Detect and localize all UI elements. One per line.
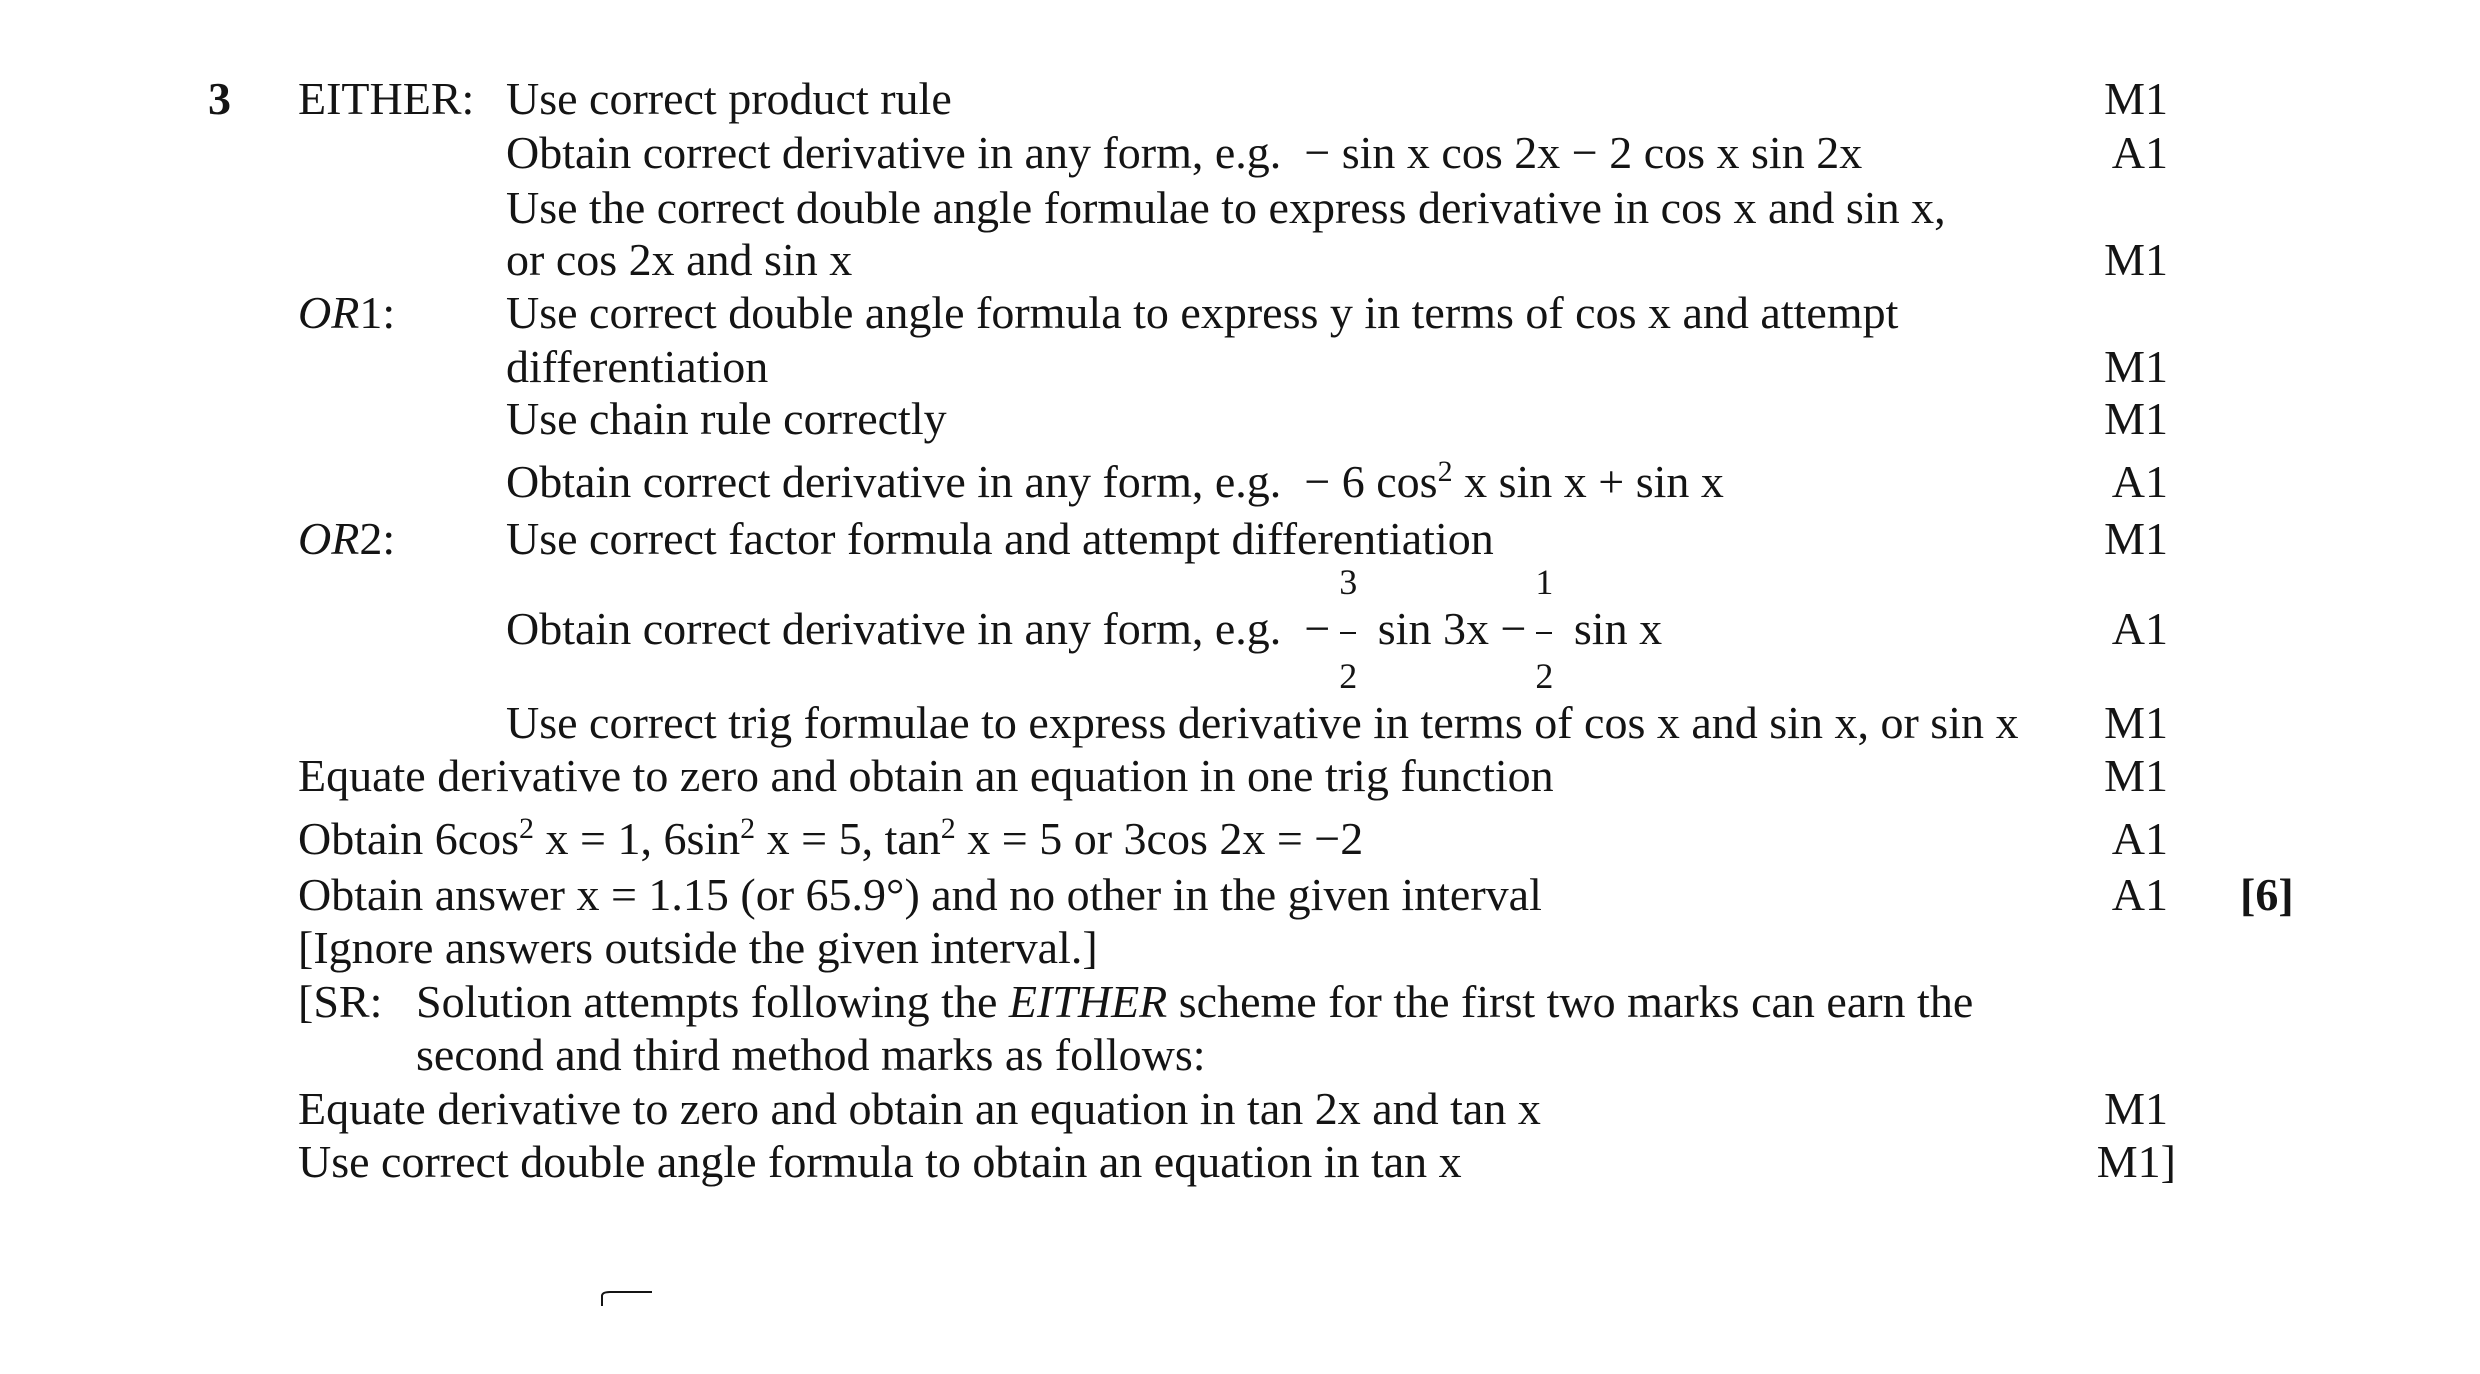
- line-double-angle-either: Use the correct double angle formulae to express derivative in cos x and sin x,: [506, 182, 1946, 233]
- line-obtain-answer: Obtain answer x = 1.15 (or 65.9°) and no other in the given interval: [298, 869, 1542, 920]
- line-or1-express: Use correct double angle formula to express y in terms of cos x and attempt: [506, 287, 1899, 338]
- line-differentiation: differentiation: [506, 341, 769, 392]
- or1-label: OR1:: [298, 287, 396, 338]
- mark-double-angle-either: M1: [2104, 234, 2168, 285]
- line-cos2x-sinx: or cos 2x and sin x: [506, 234, 853, 285]
- question-number: 3: [208, 73, 231, 124]
- line-factor-formula: Use correct factor formula and attempt differentiation: [506, 513, 1494, 564]
- mark-equate-zero: M1: [2104, 750, 2168, 801]
- formula-either: − sin x cos 2x − 2 cos x sin 2x: [1304, 127, 1863, 178]
- line-derivative-or1: Obtain correct derivative in any form, e.g. − 6 $\cos^2 x$ sin x + sin x: [506, 455, 1724, 507]
- line-sr-continued: second and third method marks as follows:: [416, 1029, 1206, 1080]
- mark-obtain-answer: A1: [2111, 869, 2168, 920]
- total-marks: [6]: [2240, 869, 2294, 920]
- mark-or1-differentiation: M1: [2104, 341, 2168, 392]
- mark-trig-formulae: M1: [2104, 697, 2168, 748]
- line-chain-rule: Use chain rule correctly: [506, 393, 947, 444]
- mark-obtain-equations: A1: [2111, 813, 2168, 864]
- line-derivative-or2: Obtain correct derivative in any form, e.g. − $\frac{3}{2}$ sin 3x − $\frac{1}{2}$ sin x: [506, 562, 1663, 696]
- line-trig-formulae: Use correct trig formulae to express derivative in terms of cos x and sin x, or sin x: [506, 697, 2019, 748]
- mark-sr-equate-tan: M1: [2104, 1083, 2168, 1134]
- line-equate-zero: Equate derivative to zero and obtain an equation in one trig function: [298, 750, 1554, 801]
- line-sr-double-angle-tan: Use correct double angle formula to obtain an equation in tan x: [298, 1136, 1462, 1187]
- fraction-one-half: $\frac{1}{2}$: [1535, 562, 1554, 696]
- mark-chain-rule: M1: [2104, 393, 2168, 444]
- line-sr-text: Solution attempts following the EITHER scheme for the first two marks can earn the: [416, 976, 1974, 1027]
- line-derivative-either: Obtain correct derivative in any form, e.g. − sin x cos 2x − 2 cos x sin 2x: [506, 127, 1863, 178]
- stray-pen-mark: [598, 1286, 654, 1310]
- mark-derivative-or1: A1: [2111, 456, 2168, 507]
- mark-factor-formula: M1: [2104, 513, 2168, 564]
- either-label: EITHER:: [298, 73, 475, 124]
- mark-derivative-either: A1: [2111, 127, 2168, 178]
- line-ignore-answers: [Ignore answers outside the given interval.]: [298, 922, 1098, 973]
- line-obtain-equations: Obtain $6\cos^2$ x = 1, $6\sin^2$ x = 5, $\tan^2 x = 5$ or 3cos 2x = −2: [298, 812, 1364, 864]
- line-sr-label: [SR:: [298, 976, 383, 1027]
- fraction-three-halves: $\frac{3}{2}$: [1339, 562, 1358, 696]
- line-sr-equate-tan: Equate derivative to zero and obtain an equation in tan 2x and tan x: [298, 1083, 1541, 1134]
- line-product-rule: Use correct product rule: [506, 73, 952, 124]
- or2-label: OR2:: [298, 513, 396, 564]
- mark-derivative-or2: A1: [2111, 603, 2168, 654]
- mark-sr-double-angle-tan: M1]: [2096, 1136, 2176, 1187]
- mark-product-rule: M1: [2104, 73, 2168, 124]
